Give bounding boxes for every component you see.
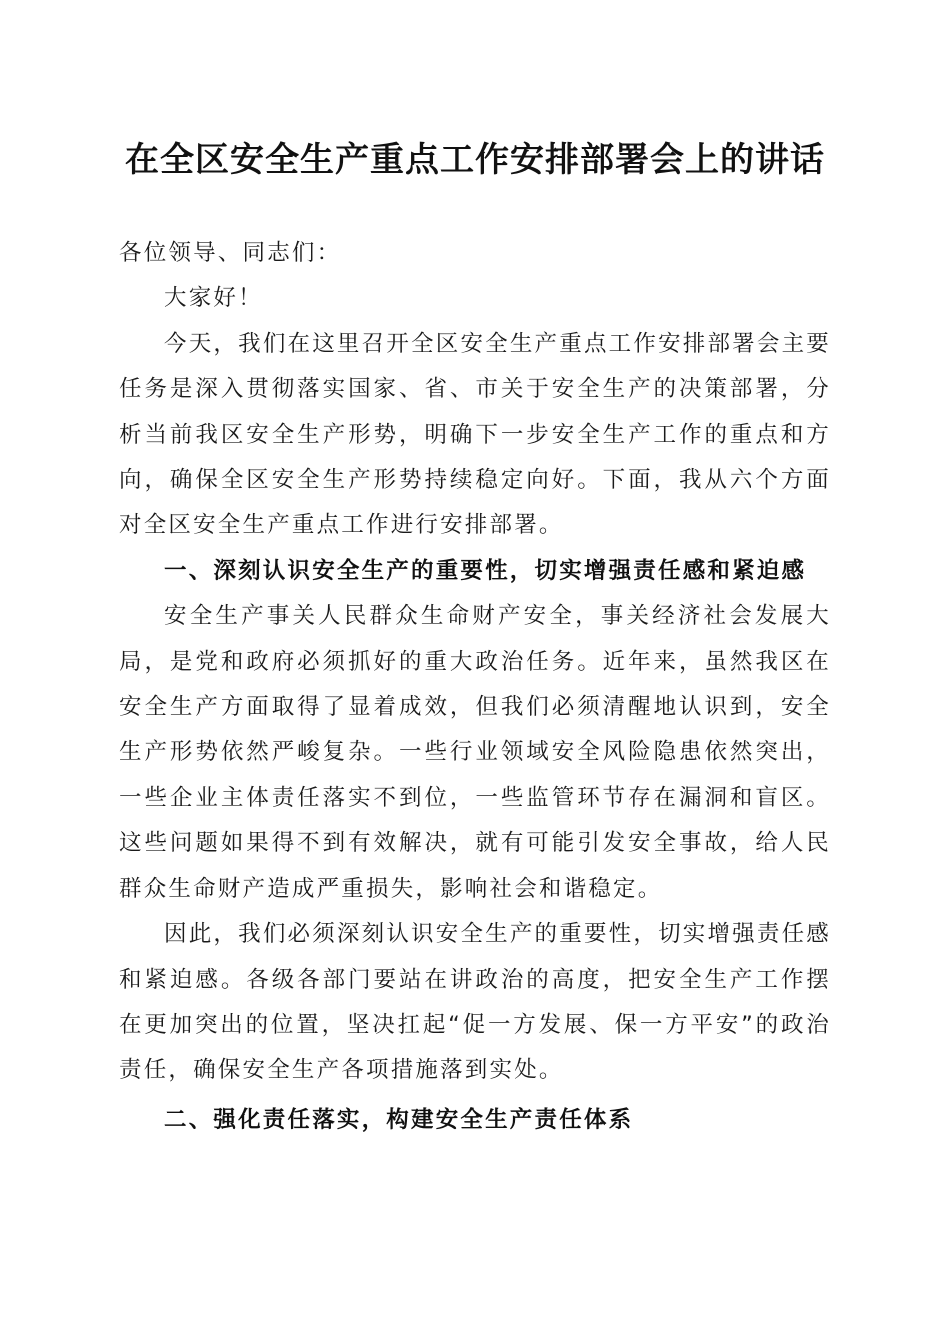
section-1-paragraph-2: 因此，我们必须深刻认识安全生产的重要性，切实增强责任感和紧迫感。各级各部门要站在讲政治的高度，把安全生产工作摆在更加突出的位置，坚决扛起“促一方发展、保一方平安”的政治责任，确保安全生产各项措施落到实处。 <box>119 921 831 1084</box>
section-1-paragraph-1: 安全生产事关人民群众生命财产安全，事关经济社会发展大局，是党和政府必须抓好的重大政治任务。近年来，虽然我区在安全生产方面取得了显着成效，但我们必须清醒地认识到，安全生产形势依然严峻复杂。一些行业领域安全风险隐患依然突出，一些企业主体责任落实不到位，一些监管环节存在漏洞和盲区。这些问题如果得不到有效解决，就有可能引发安全事故，给人民群众生命财产造成严重损失，影响社会和谐稳定。 <box>119 603 831 902</box>
salutation: 各位领导、同志们： <box>119 240 342 266</box>
greeting: 大家好！ <box>164 285 263 312</box>
document-title: 在全区安全生产重点工作安排部署会上的讲话 <box>125 140 825 180</box>
intro-paragraph: 今天，我们在这里召开全区安全生产重点工作安排部署会主要任务是深入贯彻落实国家、省、市关于安全生产的决策部署，分析当前我区安全生产形势，明确下一步安全生产工作的重点和方向，确保全区安全生产形势持续稳定向好。下面，我从六个方面对全区安全生产重点工作进行安排部署。 <box>119 330 831 539</box>
document-body <box>119 231 831 1143</box>
section-1-heading: 一、深刻认识安全生产的重要性，切实增强责任感和紧迫感 <box>164 557 807 584</box>
section-2-heading: 二、强化责任落实，构建安全生产责任体系 <box>164 1106 634 1133</box>
